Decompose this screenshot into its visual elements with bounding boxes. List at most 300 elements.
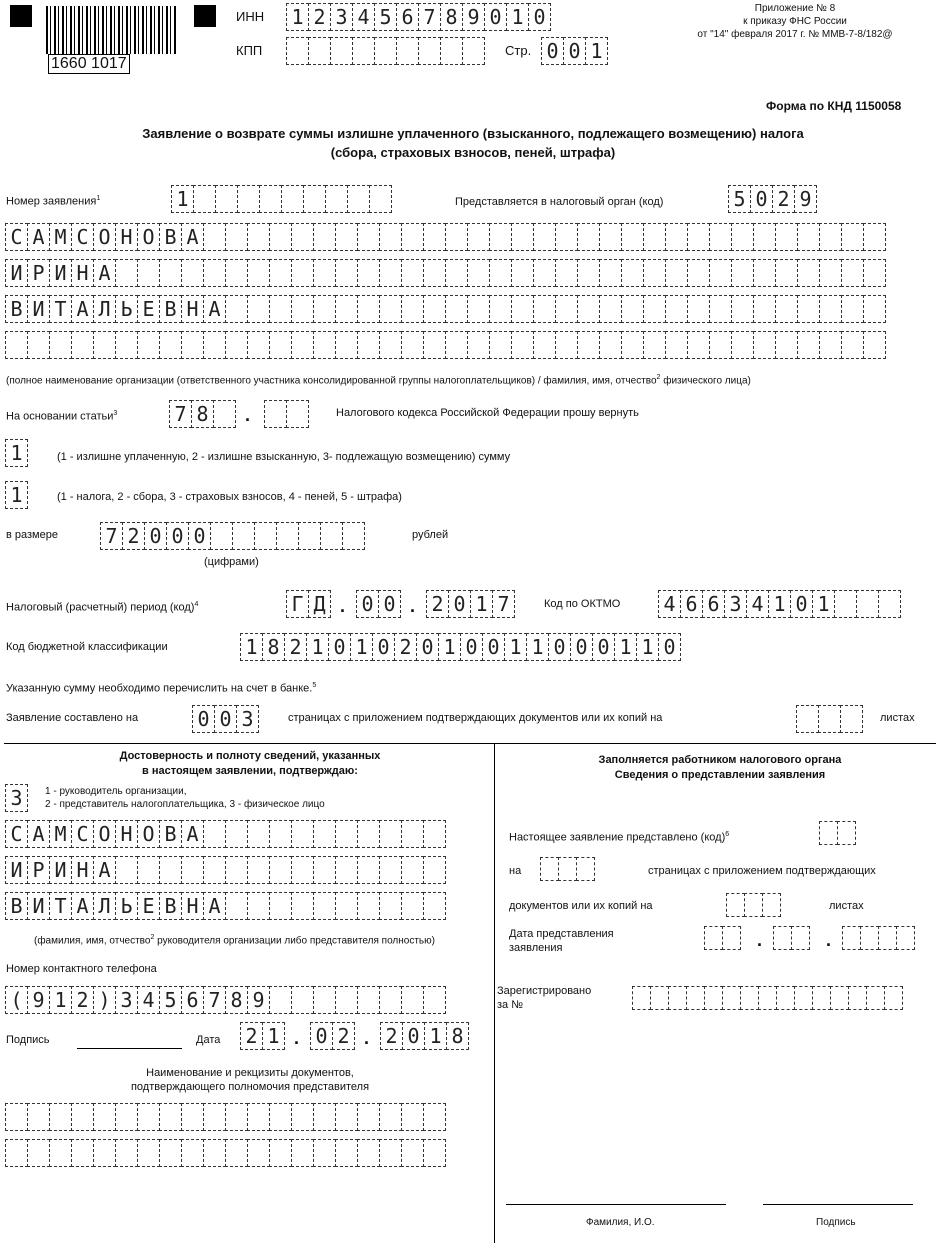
taxpayer-name-row3-cell	[709, 295, 732, 323]
taxpayer-name-row3-cell	[379, 295, 402, 323]
inn-field-cell: 1	[506, 3, 529, 31]
pages-field[interactable]	[192, 705, 258, 733]
taxpayer-name-row2-cell	[709, 259, 732, 287]
taxpayer-name-row1-cell: О	[137, 223, 160, 251]
taxpayer-name-row4[interactable]	[5, 331, 885, 359]
tax-period-part2-cell: 0	[356, 590, 379, 618]
taxpayer-name-row4-cell	[819, 331, 842, 359]
taxpayer-name-row3-cell: В	[5, 295, 28, 323]
taxpayer-name-row2-cell	[687, 259, 710, 287]
taxpayer-name-row1-cell	[577, 223, 600, 251]
docs-row2-cell	[423, 1139, 446, 1167]
taxpayer-name-row1-cell	[379, 223, 402, 251]
taxpayer-name-row1-cell	[555, 223, 578, 251]
taxpayer-name-row2-cell	[203, 259, 226, 287]
tax-authority-field-cell: 2	[772, 185, 795, 213]
official-sheets-field[interactable]	[726, 893, 780, 917]
oktmo-field-cell: 0	[790, 590, 813, 618]
registration-number-field-cell	[704, 986, 723, 1010]
registration-number-field[interactable]	[632, 986, 902, 1010]
appendix-line2: к приказу ФНС России	[743, 16, 847, 27]
taxpayer-name-row2-cell	[555, 259, 578, 287]
signer-fio-row1-cell: А	[181, 820, 204, 848]
date-day-field-cell: 2	[240, 1022, 263, 1050]
taxpayer-name-row4-cell	[225, 331, 248, 359]
kbk-field-cell: 0	[460, 633, 483, 661]
docs-heading-line1: Наименование и рекцизиты документов,	[146, 1067, 354, 1079]
signer-fio-row3-cell: В	[5, 892, 28, 920]
taxpayer-name-row1-cell: С	[71, 223, 94, 251]
application-number-field-cell	[259, 185, 282, 213]
article-subfield-cell	[286, 400, 309, 428]
inn-field-cell: 6	[396, 3, 419, 31]
phone-field-cell: 6	[181, 986, 204, 1014]
signer-fio-row2-cell	[401, 856, 424, 884]
pages-field-cell: 3	[236, 705, 259, 733]
signer-fio-row1-cell	[269, 820, 292, 848]
kpp-field[interactable]	[286, 37, 484, 65]
inn-field-cell: 0	[484, 3, 507, 31]
corner-marker-right	[194, 5, 216, 27]
taxpayer-name-row3-cell	[401, 295, 424, 323]
sheets-field[interactable]	[796, 705, 862, 733]
date-year-field-cell: 8	[446, 1022, 469, 1050]
sheets-field-cell	[796, 705, 819, 733]
tax-period-part3-cell: 1	[470, 590, 493, 618]
submission-date-year-cell	[896, 926, 915, 950]
pages-field-cell: 0	[192, 705, 215, 733]
docs-row1[interactable]	[5, 1103, 445, 1131]
kpp-label: КПП	[236, 43, 263, 58]
signer-fio-row2-cell	[335, 856, 358, 884]
tax-period-part3-cell: 7	[492, 590, 515, 618]
signer-fio-row3-cell	[313, 892, 336, 920]
docs-row1-cell	[71, 1103, 94, 1131]
taxpayer-name-row4-cell	[445, 331, 468, 359]
taxpayer-name-row1-cell	[423, 223, 446, 251]
official-heading-line1: Заполняется работником налогового органа	[598, 754, 842, 766]
signer-fio-row3-cell	[291, 892, 314, 920]
taxpayer-name-row1-cell	[797, 223, 820, 251]
taxpayer-name-row2-cell	[577, 259, 600, 287]
taxpayer-name-row4-cell	[467, 331, 490, 359]
taxpayer-name-row4-cell	[665, 331, 688, 359]
application-number-field[interactable]	[171, 185, 391, 213]
signer-fio-row3-cell	[269, 892, 292, 920]
docs-row1-cell	[247, 1103, 270, 1131]
taxpayer-name-row1-cell	[775, 223, 798, 251]
registration-number-field-cell	[758, 986, 777, 1010]
amount-field-cell: 0	[166, 522, 189, 550]
date-separator-2: .	[364, 1028, 370, 1048]
docs-row2-cell	[313, 1139, 336, 1167]
kbk-field-cell: 0	[328, 633, 351, 661]
taxpayer-name-row2-cell	[775, 259, 798, 287]
amount-caption: (цифрами)	[204, 556, 259, 568]
tax-period-part3[interactable]	[426, 590, 514, 618]
signer-fio-row2-cell	[203, 856, 226, 884]
taxpayer-name-row4-cell	[797, 331, 820, 359]
taxpayer-name-row4-cell	[247, 331, 270, 359]
kbk-field-cell: 0	[592, 633, 615, 661]
phone-field-cell: 5	[159, 986, 182, 1014]
tax-period-part2[interactable]	[356, 590, 400, 618]
official-fio-line[interactable]	[506, 1204, 726, 1205]
amount-field-cell	[342, 522, 365, 550]
signer-type-field-cell: 3	[5, 784, 28, 812]
tax-period-part2-cell: 0	[378, 590, 401, 618]
appendix-line1: Приложение № 8	[754, 3, 836, 14]
kbk-field-cell: 1	[614, 633, 637, 661]
signer-fio-row2-cell	[291, 856, 314, 884]
taxpayer-name-row3-cell	[555, 295, 578, 323]
amount-label: в размере	[6, 529, 58, 541]
kpp-field-cell	[286, 37, 309, 65]
taxpayer-name-row3-cell	[819, 295, 842, 323]
taxpayer-name-row3[interactable]	[5, 295, 885, 323]
confirm-heading-line2: в настоящем заявлении, подтверждаю:	[142, 765, 358, 777]
registration-number-field-cell	[866, 986, 885, 1010]
taxpayer-name-row1-cell	[731, 223, 754, 251]
pages-text: страницах с приложением подтверждающих документов или их копий на	[288, 712, 663, 724]
docs-row1-cell	[379, 1103, 402, 1131]
kbk-field-cell: 1	[526, 633, 549, 661]
payment-type-field[interactable]	[5, 481, 27, 509]
docs-row1-cell	[225, 1103, 248, 1131]
signer-fio-row1-cell	[291, 820, 314, 848]
taxpayer-name-row2-cell	[423, 259, 446, 287]
docs-row1-cell	[115, 1103, 138, 1131]
oktmo-field-cell	[878, 590, 901, 618]
tax-period-part3-cell: 0	[448, 590, 471, 618]
inn-label: ИНН	[236, 9, 265, 24]
tax-authority-field[interactable]	[728, 185, 816, 213]
taxpayer-name-row2-cell	[731, 259, 754, 287]
taxpayer-name-row2-cell	[401, 259, 424, 287]
signer-fio-row2[interactable]	[5, 856, 445, 884]
taxpayer-name-row4-cell	[357, 331, 380, 359]
submission-date-separator-2: .	[826, 930, 832, 950]
submitted-code-field-cell	[819, 821, 838, 845]
taxpayer-name-row4-cell	[753, 331, 776, 359]
taxpayer-name-row2-cell: И	[5, 259, 28, 287]
bank-text: Указанную сумму необходимо перечислить на счет в банке.$^5$	[6, 682, 317, 695]
docs-row2-cell	[93, 1139, 116, 1167]
taxpayer-name-row2-cell	[863, 259, 886, 287]
phone-field-cell	[357, 986, 380, 1014]
signer-fio-row2-cell	[269, 856, 292, 884]
oktmo-field-cell: 6	[680, 590, 703, 618]
signer-type-field[interactable]	[5, 784, 27, 812]
inn-field-cell: 5	[374, 3, 397, 31]
registration-number-field-cell	[776, 986, 795, 1010]
taxpayer-name-row4-cell	[687, 331, 710, 359]
phone-field-cell: 3	[115, 986, 138, 1014]
docs-row1-cell	[159, 1103, 182, 1131]
taxpayer-name-row2-cell: И	[49, 259, 72, 287]
signer-fio-row3-cell: Е	[137, 892, 160, 920]
kpp-field-cell	[396, 37, 419, 65]
signer-fio-row3-cell: В	[159, 892, 182, 920]
docs-row2-cell	[401, 1139, 424, 1167]
signer-fio-row3-cell: Н	[181, 892, 204, 920]
phone-field-cell	[291, 986, 314, 1014]
taxpayer-name-row2-cell	[665, 259, 688, 287]
kbk-field[interactable]	[240, 633, 680, 661]
taxpayer-name-row3-cell	[577, 295, 600, 323]
taxpayer-name-row2-cell	[621, 259, 644, 287]
article-field-cell: 8	[191, 400, 214, 428]
submission-date-year[interactable]	[842, 926, 914, 950]
taxpayer-name-row4-cell	[181, 331, 204, 359]
submission-date-day[interactable]	[704, 926, 740, 950]
application-number-field-cell	[325, 185, 348, 213]
taxpayer-name-row4-cell	[577, 331, 600, 359]
kpp-field-cell	[462, 37, 485, 65]
submitted-code-field-cell	[837, 821, 856, 845]
official-sheets-label: листах	[829, 900, 864, 912]
application-number-field-cell	[281, 185, 304, 213]
section-divider-vertical	[494, 743, 495, 1243]
taxpayer-name-row1-cell	[313, 223, 336, 251]
docs-row1-cell	[401, 1103, 424, 1131]
taxpayer-name-row3-cell: Т	[49, 295, 72, 323]
taxpayer-name-row3-cell	[665, 295, 688, 323]
taxpayer-name-row3-cell: Н	[181, 295, 204, 323]
phone-field-cell: 9	[27, 986, 50, 1014]
signer-fio-row2-cell: Н	[71, 856, 94, 884]
phone-field-cell: (	[5, 986, 28, 1014]
phone-field-cell: 7	[203, 986, 226, 1014]
taxpayer-name-row1[interactable]	[5, 223, 885, 251]
inn-field[interactable]	[286, 3, 550, 31]
kbk-field-cell: 2	[284, 633, 307, 661]
signer-fio-row3[interactable]	[5, 892, 445, 920]
signer-fio-row3-cell	[401, 892, 424, 920]
kbk-label: Код бюджетной классификации	[6, 641, 168, 653]
taxpayer-name-row3-cell	[335, 295, 358, 323]
submitted-code-field[interactable]	[819, 821, 855, 845]
oktmo-field-cell	[834, 590, 857, 618]
taxpayer-name-row1-cell	[511, 223, 534, 251]
taxpayer-name-row4-cell	[71, 331, 94, 359]
kbk-field-cell: 0	[658, 633, 681, 661]
taxpayer-name-row4-cell	[291, 331, 314, 359]
submission-date-separator-1: .	[757, 930, 763, 950]
taxpayer-name-row2-cell: Н	[71, 259, 94, 287]
signer-fio-row1-cell: О	[137, 820, 160, 848]
date-month-field-cell: 2	[332, 1022, 355, 1050]
date-year-field[interactable]	[380, 1022, 468, 1050]
date-day-field[interactable]	[240, 1022, 284, 1050]
phone-field-cell	[379, 986, 402, 1014]
taxpayer-name-row4-cell	[511, 331, 534, 359]
signature-label: Подпись	[6, 1034, 50, 1046]
submission-date-day-cell	[722, 926, 741, 950]
signer-fio-row2-cell	[137, 856, 160, 884]
signer-fio-row2-cell	[115, 856, 138, 884]
appendix-line3: от "14" февраля 2017 г. № ММВ-7-8/182@	[697, 29, 893, 40]
inn-field-cell: 3	[330, 3, 353, 31]
taxpayer-name-row2-cell	[159, 259, 182, 287]
taxpayer-name-row4-cell	[621, 331, 644, 359]
taxpayer-name-row2-cell	[247, 259, 270, 287]
taxpayer-name-row2-cell	[357, 259, 380, 287]
tax-period-part1-cell: Д	[308, 590, 331, 618]
submission-date-year-cell	[860, 926, 879, 950]
phone-field[interactable]	[5, 986, 445, 1014]
kbk-field-cell: 0	[548, 633, 571, 661]
taxpayer-name-row4-cell	[49, 331, 72, 359]
signer-fio-row3-cell	[335, 892, 358, 920]
official-pages-field[interactable]	[540, 857, 594, 881]
docs-row2-cell	[291, 1139, 314, 1167]
taxpayer-name-row4-cell	[841, 331, 864, 359]
kbk-field-cell: 2	[394, 633, 417, 661]
barcode-number: 1660 1017	[48, 54, 130, 74]
taxpayer-name-row1-cell	[291, 223, 314, 251]
taxpayer-name-row3-cell: В	[159, 295, 182, 323]
taxpayer-name-row1-cell	[225, 223, 248, 251]
taxpayer-name-row2-cell	[797, 259, 820, 287]
kbk-field-cell: 1	[636, 633, 659, 661]
article-field-cell: 7	[169, 400, 192, 428]
docs-row2-cell	[159, 1139, 182, 1167]
application-number-label: Номер заявления$^1$	[6, 195, 101, 208]
official-sheets-field-cell	[744, 893, 763, 917]
taxpayer-name-row4-cell	[269, 331, 292, 359]
oktmo-field-cell: 3	[724, 590, 747, 618]
docs-row2[interactable]	[5, 1139, 445, 1167]
signer-fio-row2-cell	[379, 856, 402, 884]
amount-field-cell	[276, 522, 299, 550]
taxpayer-name-row3-cell	[775, 295, 798, 323]
taxpayer-name-row1-cell	[643, 223, 666, 251]
taxpayer-name-row4-cell	[775, 331, 798, 359]
oktmo-field-cell: 1	[768, 590, 791, 618]
article-subfield[interactable]	[264, 400, 308, 428]
phone-field-cell	[335, 986, 358, 1014]
application-number-field-cell	[215, 185, 238, 213]
signer-fio-row3-cell: Ь	[115, 892, 138, 920]
refund-type-field[interactable]	[5, 439, 27, 467]
signer-fio-row1-cell: С	[71, 820, 94, 848]
signer-fio-row2-cell	[159, 856, 182, 884]
refund-type-field-cell: 1	[5, 439, 28, 467]
official-pages-field-cell	[558, 857, 577, 881]
signer-fio-row2-cell: И	[49, 856, 72, 884]
taxpayer-name-row1-cell: О	[93, 223, 116, 251]
page-field-cell: 0	[541, 37, 564, 65]
signer-fio-row3-cell: И	[27, 892, 50, 920]
signer-fio-row3-cell: Л	[93, 892, 116, 920]
docs-row2-cell	[379, 1139, 402, 1167]
taxpayer-name-row4-cell	[533, 331, 556, 359]
taxpayer-name-row4-cell	[379, 331, 402, 359]
barcode	[46, 6, 178, 54]
taxpayer-name-row3-cell	[841, 295, 864, 323]
taxpayer-name-row2-cell	[115, 259, 138, 287]
taxpayer-name-row4-cell	[643, 331, 666, 359]
official-signature-line[interactable]	[763, 1204, 913, 1205]
signer-fio-row2-cell	[357, 856, 380, 884]
taxpayer-name-row2-cell	[753, 259, 776, 287]
signer-fio-row2-cell	[423, 856, 446, 884]
taxpayer-name-row3-cell	[731, 295, 754, 323]
taxpayer-name-row2-cell	[137, 259, 160, 287]
signer-fio-row1-cell	[313, 820, 336, 848]
signer-fio-row1[interactable]	[5, 820, 445, 848]
taxpayer-name-row2-cell	[181, 259, 204, 287]
taxpayer-name-row1-cell	[753, 223, 776, 251]
page-field[interactable]	[541, 37, 607, 65]
docs-row1-cell	[291, 1103, 314, 1131]
signer-fio-row3-cell: А	[71, 892, 94, 920]
date-day-field-cell: 1	[262, 1022, 285, 1050]
signature-line[interactable]	[77, 1048, 182, 1049]
taxpayer-name-row3-cell	[423, 295, 446, 323]
amount-field-cell	[298, 522, 321, 550]
application-number-field-cell	[303, 185, 326, 213]
taxpayer-name-row4-cell	[159, 331, 182, 359]
official-sheets-field-cell	[762, 893, 781, 917]
date-month-field[interactable]	[310, 1022, 354, 1050]
oktmo-field-cell: 6	[702, 590, 725, 618]
kbk-field-cell: 0	[570, 633, 593, 661]
signer-fio-row1-cell: О	[93, 820, 116, 848]
section-divider-horizontal	[4, 743, 936, 744]
signer-fio-row1-cell	[335, 820, 358, 848]
amount-field[interactable]	[100, 522, 364, 550]
docs-row2-cell	[137, 1139, 160, 1167]
article-label: На основании статьи$^3$	[6, 410, 118, 423]
signer-fio-row3-cell: А	[203, 892, 226, 920]
taxpayer-name-row1-cell	[819, 223, 842, 251]
docs-row2-cell	[27, 1139, 50, 1167]
docs-row2-cell	[335, 1139, 358, 1167]
signer-fio-row1-cell	[357, 820, 380, 848]
docs-row2-cell	[71, 1139, 94, 1167]
signer-type-text2: 2 - представитель налогоплательщика, 3 - физическое лицо	[45, 799, 325, 810]
tax-period-part1[interactable]	[286, 590, 330, 618]
signer-fio-row3-cell	[357, 892, 380, 920]
date-year-field-cell: 0	[402, 1022, 425, 1050]
taxpayer-name-row4-cell	[423, 331, 446, 359]
taxpayer-name-row4-cell	[401, 331, 424, 359]
oktmo-field[interactable]	[658, 590, 900, 618]
inn-field-cell: 4	[352, 3, 375, 31]
article-field[interactable]	[169, 400, 235, 428]
tax-period-label: Налоговый (расчетный) период (код)$^4$	[6, 601, 199, 614]
oktmo-field-cell: 4	[658, 590, 681, 618]
registration-number-field-cell	[794, 986, 813, 1010]
signer-fio-caption: (фамилия, имя, отчество$^2$ руководителя организации либо представителя полностью)	[34, 934, 435, 947]
taxpayer-name-row2[interactable]	[5, 259, 885, 287]
taxpayer-name-row3-cell: Л	[93, 295, 116, 323]
docs-row2-cell	[181, 1139, 204, 1167]
amount-field-cell: 7	[100, 522, 123, 550]
payment-type-text: (1 - налога, 2 - сбора, 3 - страховых взносов, 4 - пеней, 5 - штрафа)	[57, 491, 402, 503]
taxpayer-name-row4-cell	[489, 331, 512, 359]
registration-number-field-cell	[686, 986, 705, 1010]
article-field-cell	[213, 400, 236, 428]
docs-row1-cell	[423, 1103, 446, 1131]
submission-date-month[interactable]	[773, 926, 809, 950]
signer-fio-row3-cell	[225, 892, 248, 920]
signer-type-text1: 1 - руководитель организации,	[45, 786, 187, 797]
taxpayer-name-row4-cell	[863, 331, 886, 359]
taxpayer-name-row4-cell	[599, 331, 622, 359]
